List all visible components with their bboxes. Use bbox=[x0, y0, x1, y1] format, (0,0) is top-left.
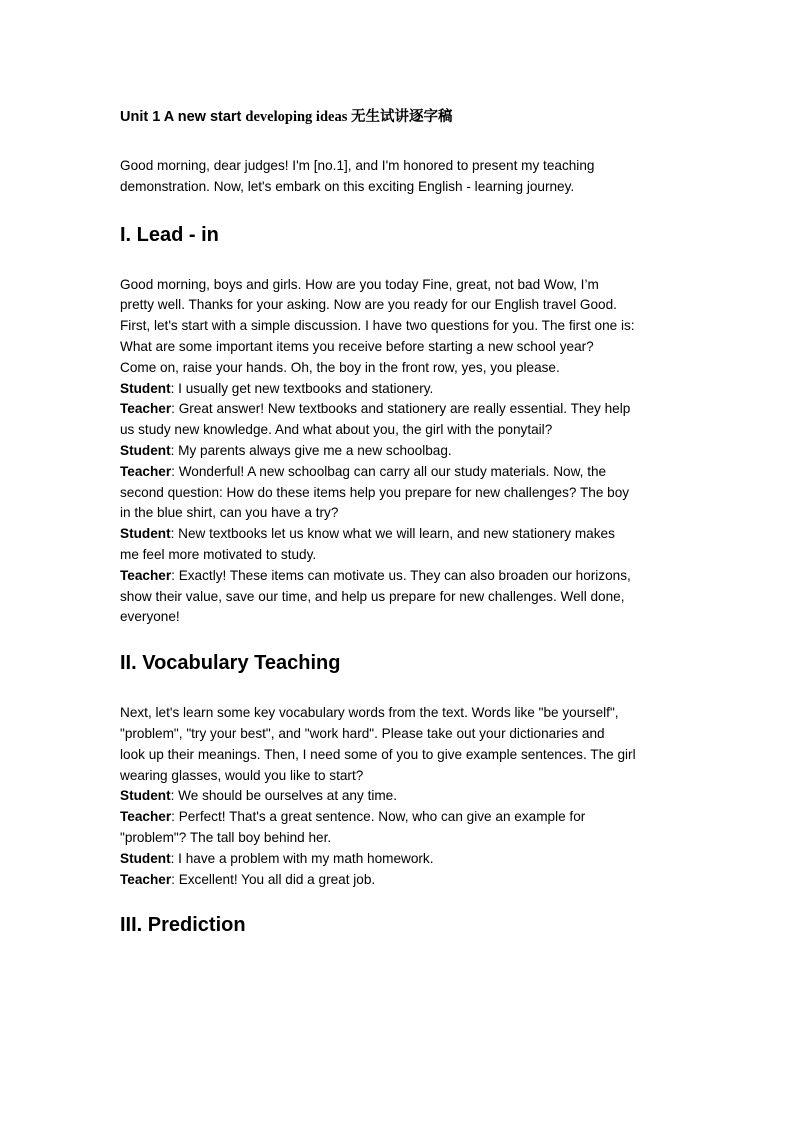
dialogue-line: Student: I have a problem with my math homework. bbox=[120, 850, 434, 866]
section-heading-lead-in: I. Lead - in bbox=[120, 223, 219, 246]
body-line: look up their meanings. Then, I need some of you to give example sentences. The girl bbox=[120, 746, 636, 762]
body-line: second question: How do these items help you prepare for new challenges? The boy bbox=[120, 484, 630, 500]
section-body-lead-in bbox=[120, 275, 680, 629]
body-line: Good morning, boys and girls. How are you today Fine, great, not bad Wow, I’m bbox=[120, 276, 599, 292]
section-heading-vocabulary: II. Vocabulary Teaching bbox=[120, 652, 341, 675]
intro-line: demonstration. Now, let's embark on this exciting English - learning journey. bbox=[120, 178, 575, 194]
dialogue-line: Teacher: Wonderful! A new schoolbag can carry all our study materials. Now, the bbox=[120, 463, 607, 479]
body-line: show their value, save our time, and help us prepare for new challenges. Well done, bbox=[120, 588, 625, 604]
title-unit: Unit 1 A new start bbox=[120, 109, 242, 125]
speaker-label: Teacher bbox=[120, 463, 172, 479]
body-line: wearing glasses, would you like to start? bbox=[120, 767, 364, 783]
speaker-label: Student bbox=[120, 526, 171, 542]
dialogue-line: Student: I usually get new textbooks and stationery. bbox=[120, 380, 434, 396]
dialogue-line: Student: New textbooks let us know what we will learn, and new stationery makes bbox=[120, 526, 615, 542]
speaker-label: Student bbox=[120, 442, 171, 458]
speaker-label: Teacher bbox=[120, 567, 172, 583]
intro-paragraph bbox=[120, 156, 680, 198]
body-line: Come on, raise your hands. Oh, the boy in the front row, yes, you please. bbox=[120, 359, 560, 375]
section-body-vocabulary bbox=[120, 703, 680, 890]
speaker-label: Teacher bbox=[120, 809, 172, 825]
speaker-label: Teacher bbox=[120, 401, 172, 417]
body-line: First, let's start with a simple discussion. I have two questions for you. The first one is: bbox=[120, 318, 635, 334]
body-line: me feel more motivated to study. bbox=[120, 546, 317, 562]
intro-line: Good morning, dear judges! I'm [no.1], and I'm honored to present my teaching bbox=[120, 158, 595, 173]
title-rest: developing ideas 无生试讲逐字稿 bbox=[245, 109, 453, 125]
body-line: "problem", "try your best", and "work hard". Please take out your dictionaries and bbox=[120, 725, 605, 741]
body-line: "problem"? The tall boy behind her. bbox=[120, 829, 332, 845]
dialogue-line: Teacher: Excellent! You all did a great job. bbox=[120, 871, 376, 887]
body-line: in the blue shirt, can you have a try? bbox=[120, 505, 339, 521]
speaker-label: Teacher bbox=[120, 871, 172, 887]
dialogue-line: Teacher: Great answer! New textbooks and stationery are really essential. They help bbox=[120, 401, 631, 417]
dialogue-line: Student: We should be ourselves at any time. bbox=[120, 788, 398, 804]
body-line: What are some important items you receive before starting a new school year? bbox=[120, 338, 594, 354]
speaker-label: Student bbox=[120, 788, 171, 804]
speaker-label: Student bbox=[120, 850, 171, 866]
dialogue-line: Student: My parents always give me a new schoolbag. bbox=[120, 442, 452, 458]
body-line: pretty well. Thanks for your asking. Now are you ready for our English travel Good. bbox=[120, 297, 617, 313]
body-line: us study new knowledge. And what about you, the girl with the ponytail? bbox=[120, 422, 553, 438]
body-line: everyone! bbox=[120, 609, 180, 625]
speaker-label: Student bbox=[120, 380, 171, 396]
section-heading-prediction: III. Prediction bbox=[120, 914, 246, 937]
body-line: Next, let's learn some key vocabulary words from the text. Words like "be yourself", bbox=[120, 705, 619, 721]
document-title bbox=[120, 106, 680, 128]
document-content bbox=[120, 106, 680, 939]
dialogue-line: Teacher: Exactly! These items can motivate us. They can also broaden our horizons, bbox=[120, 567, 631, 583]
dialogue-line: Teacher: Perfect! That's a great sentence. Now, who can give an example for bbox=[120, 809, 586, 825]
